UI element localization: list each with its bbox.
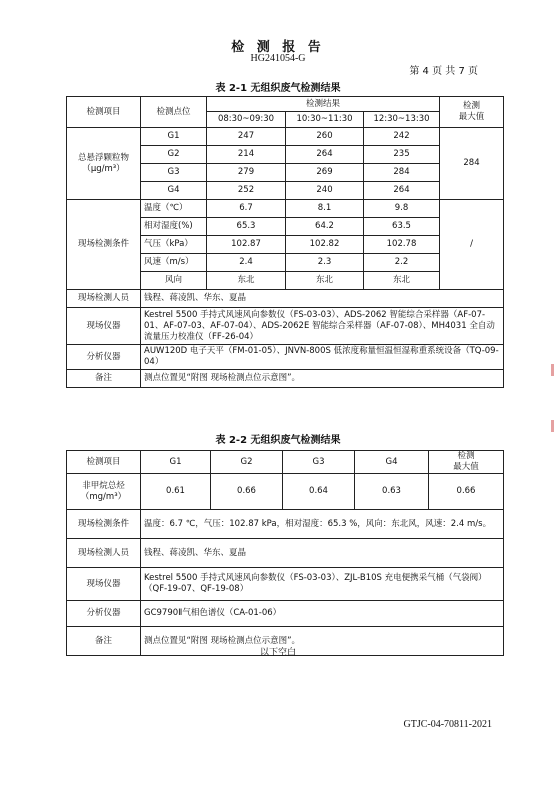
t2-header-point: G1 (141, 451, 211, 474)
t1-time-3: 12:30~13:30 (364, 112, 440, 128)
t1-cell: 235 (364, 146, 440, 164)
t2-cell: 0.64 (283, 474, 355, 510)
t1-cell: 2.4 (207, 254, 286, 272)
t1-cond-name: 温度（℃） (141, 200, 207, 218)
table2 (66, 450, 504, 656)
t2-cond: 温度：6.7 ℃，气压：102.87 kPa，相对湿度：65.3 %，风向：东北风，风速：2.4 m/s。 (141, 510, 504, 539)
t1-cell: 8.1 (286, 200, 364, 218)
t2-header-point: G3 (283, 451, 355, 474)
t1-cell: 64.2 (286, 218, 364, 236)
t1-cell: 102.87 (207, 236, 286, 254)
t1-note-label: 备注 (67, 370, 141, 388)
t2-staff-label: 现场检测人员 (67, 539, 141, 568)
t1-cell: 240 (286, 182, 364, 200)
t1-cond-name: 相对湿度(%) (141, 218, 207, 236)
t1-note: 测点位置见“附图 现场检测点位示意图”。 (141, 370, 504, 388)
report-number: HG241054-G (250, 53, 306, 64)
t1-pm-max: 284 (440, 128, 504, 200)
t2-note-label: 备注 (67, 627, 141, 656)
t1-cell: 260 (286, 128, 364, 146)
t1-header-point: 检测点位 (141, 97, 207, 128)
table1 (66, 96, 504, 388)
page-indicator: 第 4 页 共 7 页 (409, 66, 478, 77)
t1-cell: 102.82 (286, 236, 364, 254)
t2-cond-label: 现场检测条件 (67, 510, 141, 539)
t2-header-point: G4 (355, 451, 429, 474)
t1-point: G2 (141, 146, 207, 164)
edge-mark (551, 364, 554, 376)
blank-below-note: 以下空白 (259, 648, 296, 658)
t2-lab-inst-label: 分析仪器 (67, 601, 141, 627)
t1-cond-max: / (440, 200, 504, 290)
t1-header-max: 检测 最大值 (440, 97, 504, 128)
t1-cell: 247 (207, 128, 286, 146)
t2-lab-inst: GC9790Ⅱ气相色谱仪（CA-01-06） (141, 601, 504, 627)
t1-cell: 9.8 (364, 200, 440, 218)
t2-cell: 0.61 (141, 474, 211, 510)
t2-field-inst: Kestrel 5500 手持式风速风向参数仪（FS-03-03）、ZJL-B10S 充电便携采气桶（气袋阀）（QF-19-07、QF-19-08） (141, 568, 504, 601)
t2-field-inst-label: 现场仪器 (67, 568, 141, 601)
t2-note: 测点位置见“附图 现场检测点位示意图”。 (141, 627, 504, 656)
t2-staff: 钱程、蒋凌凯、华东、夏晶 (141, 539, 504, 568)
t1-field-inst: Kestrel 5500 手持式风速风向参数仪（FS-03-03）、ADS-2062 智能综合采样器（AF-07-01、AF-07-03、AF-07-04）、ADS-2062E 智能综合采样器（AF-07-08）、MH4031 全自动流量压力校准仪（FF-26-04） (141, 308, 504, 345)
t1-cell: 2.3 (286, 254, 364, 272)
t2-item-label: 非甲烷总烃 （mg/m³） (67, 474, 141, 510)
t1-cond-name: 风向 (141, 272, 207, 290)
t1-time-2: 10:30~11:30 (286, 112, 364, 128)
t1-cond-name: 气压（kPa） (141, 236, 207, 254)
report-title: 检 测 报 告 (231, 40, 325, 55)
t1-time-1: 08:30~09:30 (207, 112, 286, 128)
t1-cell: 264 (286, 146, 364, 164)
t1-cell: 242 (364, 128, 440, 146)
t2-header-max: 检测 最大值 (429, 451, 504, 474)
t1-field-inst-label: 现场仪器 (67, 308, 141, 345)
t1-cell: 东北 (364, 272, 440, 290)
t2-max: 0.66 (429, 474, 504, 510)
t1-cond-name: 风速（m/s） (141, 254, 207, 272)
t1-cell: 264 (364, 182, 440, 200)
t1-cell: 东北 (286, 272, 364, 290)
t1-cell: 102.78 (364, 236, 440, 254)
t1-cell: 2.2 (364, 254, 440, 272)
t1-cell: 65.3 (207, 218, 286, 236)
t1-cell: 279 (207, 164, 286, 182)
t1-cell: 63.5 (364, 218, 440, 236)
t1-point: G4 (141, 182, 207, 200)
edge-mark (551, 420, 554, 432)
t2-header-item: 检测项目 (67, 451, 141, 474)
t2-cell: 0.63 (355, 474, 429, 510)
t1-cell: 252 (207, 182, 286, 200)
table2-caption: 表 2-2 无组织废气检测结果 (215, 435, 341, 446)
t1-pm-label: 总悬浮颗粒物 （μg/m³） (67, 128, 141, 200)
t1-lab-inst: AUW120D 电子天平（FM-01-05）、JNVN-800S 低浓度称量恒温恒湿称重系统设备（TQ-09-04） (141, 345, 504, 370)
t1-staff-label: 现场检测人员 (67, 290, 141, 308)
table1-caption: 表 2-1 无组织废气检测结果 (215, 83, 341, 94)
t1-staff: 钱程、蒋凌凯、华东、夏晶 (141, 290, 504, 308)
t2-header-point: G2 (211, 451, 283, 474)
t1-cell: 214 (207, 146, 286, 164)
t1-point: G1 (141, 128, 207, 146)
t1-cell: 284 (364, 164, 440, 182)
t1-cell: 东北 (207, 272, 286, 290)
t1-cell: 6.7 (207, 200, 286, 218)
t1-point: G3 (141, 164, 207, 182)
t1-cell: 269 (286, 164, 364, 182)
t2-cell: 0.66 (211, 474, 283, 510)
footer-code: GTJC-04-70811-2021 (403, 719, 492, 730)
t1-cond-label: 现场检测条件 (67, 200, 141, 290)
t1-lab-inst-label: 分析仪器 (67, 345, 141, 370)
t1-header-item: 检测项目 (67, 97, 141, 128)
t1-header-result: 检测结果 (207, 97, 440, 112)
